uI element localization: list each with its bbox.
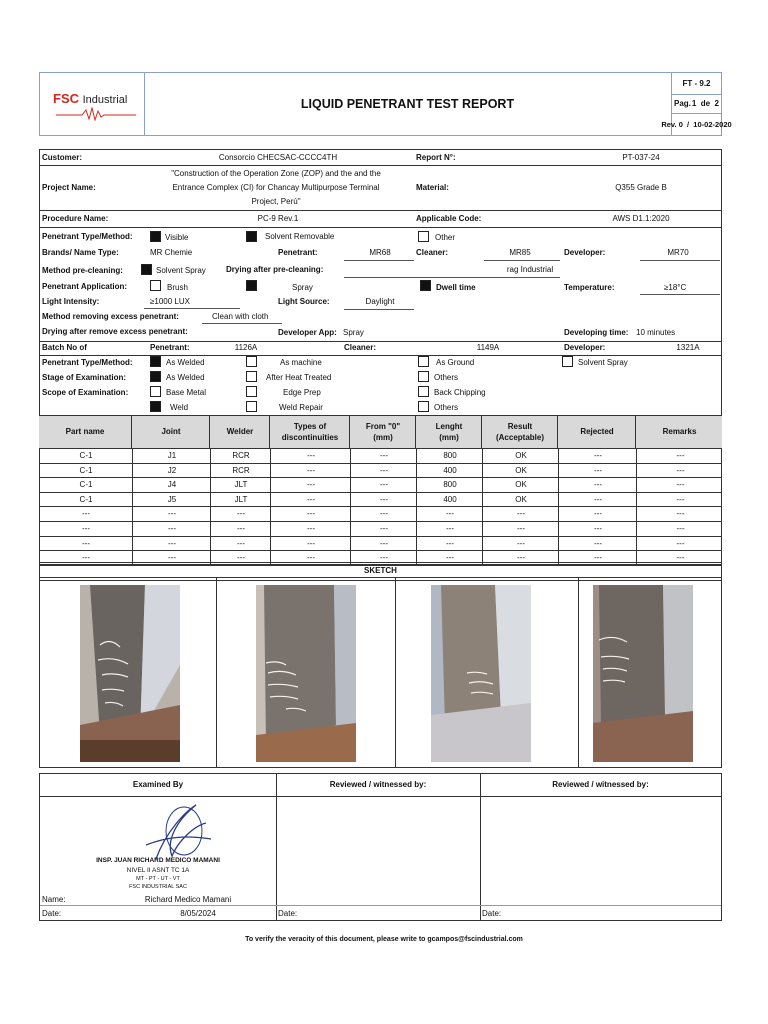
solvent-spray-checkbox[interactable]	[141, 264, 152, 275]
others-scope-checkbox[interactable]	[418, 401, 429, 412]
project-label: Project Name:	[42, 183, 96, 192]
table-cell: ---	[210, 551, 271, 565]
table-cell: ---	[210, 507, 271, 521]
table-cell: ---	[558, 449, 637, 463]
customer-value: Consorcio CHECSAC-CCCC4TH	[218, 153, 338, 162]
table-cell: ---	[416, 507, 483, 521]
table-cell: ---	[270, 464, 351, 478]
table-cell: OK	[482, 464, 559, 478]
drying-pre-value: rag Industrial	[506, 265, 554, 274]
penetrant-type2-label: Penetrant Type/Method:	[42, 358, 133, 367]
table-cell: C-1	[79, 465, 93, 475]
penetrant-label: Penetrant:	[278, 248, 318, 257]
light-source-label: Light Source:	[278, 297, 330, 306]
developing-time-value: 10 minutes	[636, 328, 676, 337]
developer-value: MR70	[667, 248, 689, 257]
column-header: From "0" (mm)	[349, 416, 416, 449]
table-cell: ---	[636, 478, 724, 492]
as-ground-checkbox[interactable]	[418, 356, 429, 367]
weld-photo-c1-j1	[80, 585, 180, 762]
batch-cleaner-value: 1149A	[476, 343, 500, 352]
stamp-level: NIVEL II ASNT TC 1A	[126, 867, 190, 874]
weld-photo-c1-j5	[593, 585, 693, 762]
material-value: Q355 Grade B	[615, 183, 667, 192]
brands-value: MR Chemie	[150, 248, 193, 257]
as-welded-option: As Welded	[166, 358, 205, 367]
dwell-time-option: Dwell time	[436, 283, 476, 292]
precleaning-label: Method pre-cleaning:	[42, 266, 123, 275]
signature-image	[136, 801, 216, 863]
solvent-removable-checkbox[interactable]	[246, 231, 257, 242]
table-cell: ---	[82, 509, 90, 519]
table-cell: OK	[482, 493, 559, 507]
penetrant-application-label: Penetrant Application:	[42, 282, 128, 291]
page-label: Pag.	[674, 98, 691, 108]
table-cell: ---	[558, 522, 637, 536]
penetrant-type-label: Penetrant Type/Method:	[42, 232, 133, 241]
light-intensity-label: Light Intensity:	[42, 297, 100, 306]
base-metal-option: Base Metal	[166, 388, 207, 397]
weld-checkbox[interactable]	[150, 401, 161, 412]
edge-prep-option: Edge Prep	[283, 388, 321, 397]
table-cell: ---	[132, 551, 211, 565]
table-cell: ---	[350, 522, 417, 536]
drying-remove-label: Drying after remove excess penetrant:	[42, 327, 188, 336]
weld-repair-checkbox[interactable]	[246, 401, 257, 412]
table-row	[39, 478, 722, 493]
table-row	[39, 507, 722, 522]
scope-label: Scope of Examination:	[42, 388, 129, 397]
spray-checkbox[interactable]	[246, 280, 257, 291]
dwell-time-checkbox[interactable]	[420, 280, 431, 291]
table-cell: ---	[482, 537, 559, 551]
base-metal-checkbox[interactable]	[150, 386, 161, 397]
as-ground-option: As Ground	[436, 358, 475, 367]
table-cell: ---	[558, 478, 637, 492]
column-header: Joint	[131, 416, 210, 449]
table-cell: ---	[82, 538, 90, 548]
project-line-3: Project, Perú"	[251, 197, 301, 206]
logo-signal-icon	[56, 107, 136, 121]
weld-photo-c1-j4	[431, 585, 531, 762]
table-cell: ---	[558, 551, 637, 565]
column-header: Result (Acceptable)	[481, 416, 558, 449]
table-cell: RCR	[210, 449, 271, 463]
column-header: Welder	[209, 416, 270, 449]
report-number-value: PT-037-24	[622, 153, 660, 162]
table-row	[39, 537, 722, 552]
table-cell: ---	[558, 464, 637, 478]
project-line-2: Entrance Complex (CI) for Chancay Multipurpose Terminal	[172, 183, 380, 192]
table-row	[39, 493, 722, 508]
batch-penetrant-label: Penetrant:	[150, 343, 190, 352]
applicable-code-label: Applicable Code:	[416, 214, 482, 223]
column-header: Types of discontinuities	[269, 416, 350, 449]
visible-checkbox[interactable]	[150, 231, 161, 242]
revision: Rev. 0 / 10-02-2020	[661, 119, 732, 129]
cleaner-value: MR85	[509, 248, 531, 257]
name-label: Name:	[42, 895, 66, 904]
table-cell: ---	[82, 553, 90, 563]
logo-word: Industrial	[82, 94, 128, 106]
as-welded-stage-checkbox[interactable]	[150, 371, 161, 382]
batch-developer-value: 1321A	[676, 343, 700, 352]
table-cell: ---	[636, 464, 724, 478]
table-row	[39, 449, 722, 464]
as-welded-stage-option: As Welded	[166, 373, 205, 382]
column-header: Lenght (mm)	[415, 416, 482, 449]
table-cell: ---	[636, 522, 724, 536]
page-value: 1 de 2	[691, 98, 719, 108]
batch-penetrant-value: 1126A	[234, 343, 258, 352]
material-label: Material:	[416, 183, 449, 192]
stage-label: Stage of Examination:	[42, 373, 127, 382]
cleaner-label: Cleaner:	[416, 248, 449, 257]
table-cell: J2	[132, 464, 211, 478]
table-cell: J5	[132, 493, 211, 507]
customer-label: Customer:	[42, 153, 83, 162]
form-code: FT - 9.2	[671, 73, 722, 95]
table-row	[39, 522, 722, 537]
company-logo	[40, 73, 145, 135]
temperature-value: ≥18°C	[664, 283, 687, 292]
report-header	[39, 72, 732, 136]
table-cell: ---	[132, 522, 211, 536]
page-indicator	[671, 94, 722, 115]
table-cell: ---	[350, 464, 417, 478]
table-cell: C-1	[79, 480, 93, 490]
table-cell: ---	[482, 522, 559, 536]
project-line-1: "Construction of the Operation Zone (ZOP) and the and the	[171, 169, 381, 178]
footer-note: To verify the veracity of this document, please write to gcampos@fscindustrial.com	[245, 936, 523, 943]
table-cell: ---	[636, 493, 724, 507]
batch-label: Batch No of	[42, 343, 87, 352]
back-chipping-option: Back Chipping	[434, 388, 486, 397]
date-value: 8/05/2024	[180, 909, 216, 918]
solvent-removable-option: Solvent Removable	[265, 232, 335, 241]
reviewed-by-label-2: Reviewed / witnessed by:	[552, 780, 649, 789]
name-value: Richard Medico Mamani	[144, 895, 232, 904]
procedure-label: Procedure Name:	[42, 214, 109, 223]
developer-label: Developer:	[564, 248, 606, 257]
batch-developer-label: Developer:	[564, 343, 606, 352]
solvent-spray2-option: Solvent Spray	[578, 358, 628, 367]
weld-photo-c1-j2	[256, 585, 356, 762]
sketch-label: SKETCH	[39, 564, 722, 578]
drying-pre-label: Drying after pre-cleaning:	[226, 265, 324, 274]
logo-brand: FSC	[53, 91, 79, 106]
table-cell: ---	[270, 449, 351, 463]
examined-by-label: Examined By	[132, 780, 184, 789]
others-scope-option: Others	[434, 403, 459, 412]
edge-prep-checkbox[interactable]	[246, 386, 257, 397]
visible-option: Visible	[165, 233, 189, 242]
applicable-code-value: AWS D1.1:2020	[612, 214, 670, 223]
developing-time-label: Developing time:	[564, 328, 629, 337]
as-welded-checkbox[interactable]	[150, 356, 161, 367]
table-cell: ---	[132, 537, 211, 551]
column-header: Part name	[65, 427, 105, 437]
table-cell: J4	[132, 478, 211, 492]
table-cell: ---	[270, 493, 351, 507]
table-cell: ---	[350, 493, 417, 507]
stamp-name: INSP. JUAN RICHARD MEDICO MAMANI	[96, 857, 220, 864]
weld-option: Weld	[170, 403, 189, 412]
after-heat-checkbox[interactable]	[246, 371, 257, 382]
table-cell: ---	[558, 493, 637, 507]
as-machine-checkbox[interactable]	[246, 356, 257, 367]
removing-label: Method removing excess penetrant:	[42, 312, 179, 321]
table-cell: ---	[270, 537, 351, 551]
table-cell: ---	[350, 537, 417, 551]
back-chipping-checkbox[interactable]	[418, 386, 429, 397]
table-cell: JLT	[210, 478, 271, 492]
table-cell: ---	[82, 524, 90, 533]
table-cell: ---	[350, 449, 417, 463]
table-cell: J1	[132, 449, 211, 463]
table-row	[39, 464, 722, 479]
reviewed-by-label-1: Reviewed / witnessed by:	[329, 780, 427, 789]
table-cell: ---	[350, 507, 417, 521]
table-cell: ---	[636, 449, 724, 463]
solvent-spray-option: Solvent Spray	[156, 266, 206, 275]
table-cell: ---	[416, 522, 483, 536]
table-cell: RCR	[210, 464, 271, 478]
others-stage-checkbox[interactable]	[418, 371, 429, 382]
table-cell: 800	[416, 478, 483, 492]
table-cell: ---	[270, 522, 351, 536]
stamp-methods: MT - PT - UT - VT	[136, 876, 180, 882]
temperature-label: Temperature:	[564, 283, 615, 292]
table-cell: ---	[636, 507, 724, 521]
other-option: Other	[435, 233, 456, 242]
table-cell: ---	[350, 478, 417, 492]
table-cell: 400	[416, 464, 483, 478]
other-checkbox[interactable]	[418, 231, 429, 242]
developer-app-label: Developer App:	[278, 328, 337, 337]
table-cell: 400	[416, 493, 483, 507]
others-stage-option: Others	[434, 373, 459, 382]
table-cell: 800	[416, 449, 483, 463]
table-cell: ---	[558, 507, 637, 521]
table-cell: JLT	[210, 493, 271, 507]
table-cell: ---	[482, 507, 559, 521]
table-cell: ---	[636, 551, 724, 565]
procedure-value: PC-9 Rev.1	[257, 214, 299, 223]
light-source-value: Daylight	[365, 297, 395, 306]
as-machine-option: As machine	[280, 358, 322, 367]
table-cell: ---	[132, 507, 211, 521]
table-cell: C-1	[79, 494, 93, 504]
column-header: Remarks	[635, 416, 723, 449]
table-cell: C-1	[79, 451, 93, 460]
removing-value: Clean with cloth	[212, 312, 269, 321]
report-number-label: Report N°:	[416, 153, 456, 162]
table-cell: ---	[270, 507, 351, 521]
light-intensity-value: ≥1000 LUX	[150, 297, 190, 306]
table-cell: OK	[482, 449, 559, 463]
table-cell: ---	[482, 551, 559, 565]
after-heat-option: After Heat Treated	[266, 373, 332, 382]
penetrant-value: MR68	[369, 248, 391, 257]
report-title: LIQUID PENETRANT TEST REPORT	[144, 73, 672, 135]
results-table-header	[39, 415, 722, 449]
table-cell: ---	[416, 537, 483, 551]
spray-option: Spray	[292, 283, 313, 292]
table-cell: ---	[558, 537, 637, 551]
table-cell: ---	[270, 478, 351, 492]
table-cell: ---	[210, 522, 271, 536]
stamp-company: FSC INDUSTRIAL SAC	[129, 884, 187, 890]
brush-option: Brush	[167, 283, 188, 292]
date-label: Date:	[42, 909, 62, 918]
table-cell: ---	[270, 551, 351, 565]
table-cell: ---	[416, 551, 483, 565]
column-header: Rejected	[557, 416, 636, 449]
brush-checkbox[interactable]	[150, 280, 161, 291]
table-cell: ---	[210, 537, 271, 551]
weld-repair-option: Weld Repair	[279, 403, 323, 412]
signoff-section	[39, 773, 722, 921]
table-cell: OK	[482, 478, 559, 492]
table-cell: ---	[350, 551, 417, 565]
brands-label: Brands/ Name Type:	[42, 248, 119, 257]
developer-app-value: Spray	[343, 328, 364, 337]
solvent-spray2-checkbox[interactable]	[562, 356, 573, 367]
date-label-reviewer-2: Date:	[482, 909, 502, 918]
batch-cleaner-label: Cleaner:	[344, 343, 377, 352]
table-cell: ---	[636, 537, 724, 551]
date-label-reviewer-1: Date:	[278, 909, 298, 918]
